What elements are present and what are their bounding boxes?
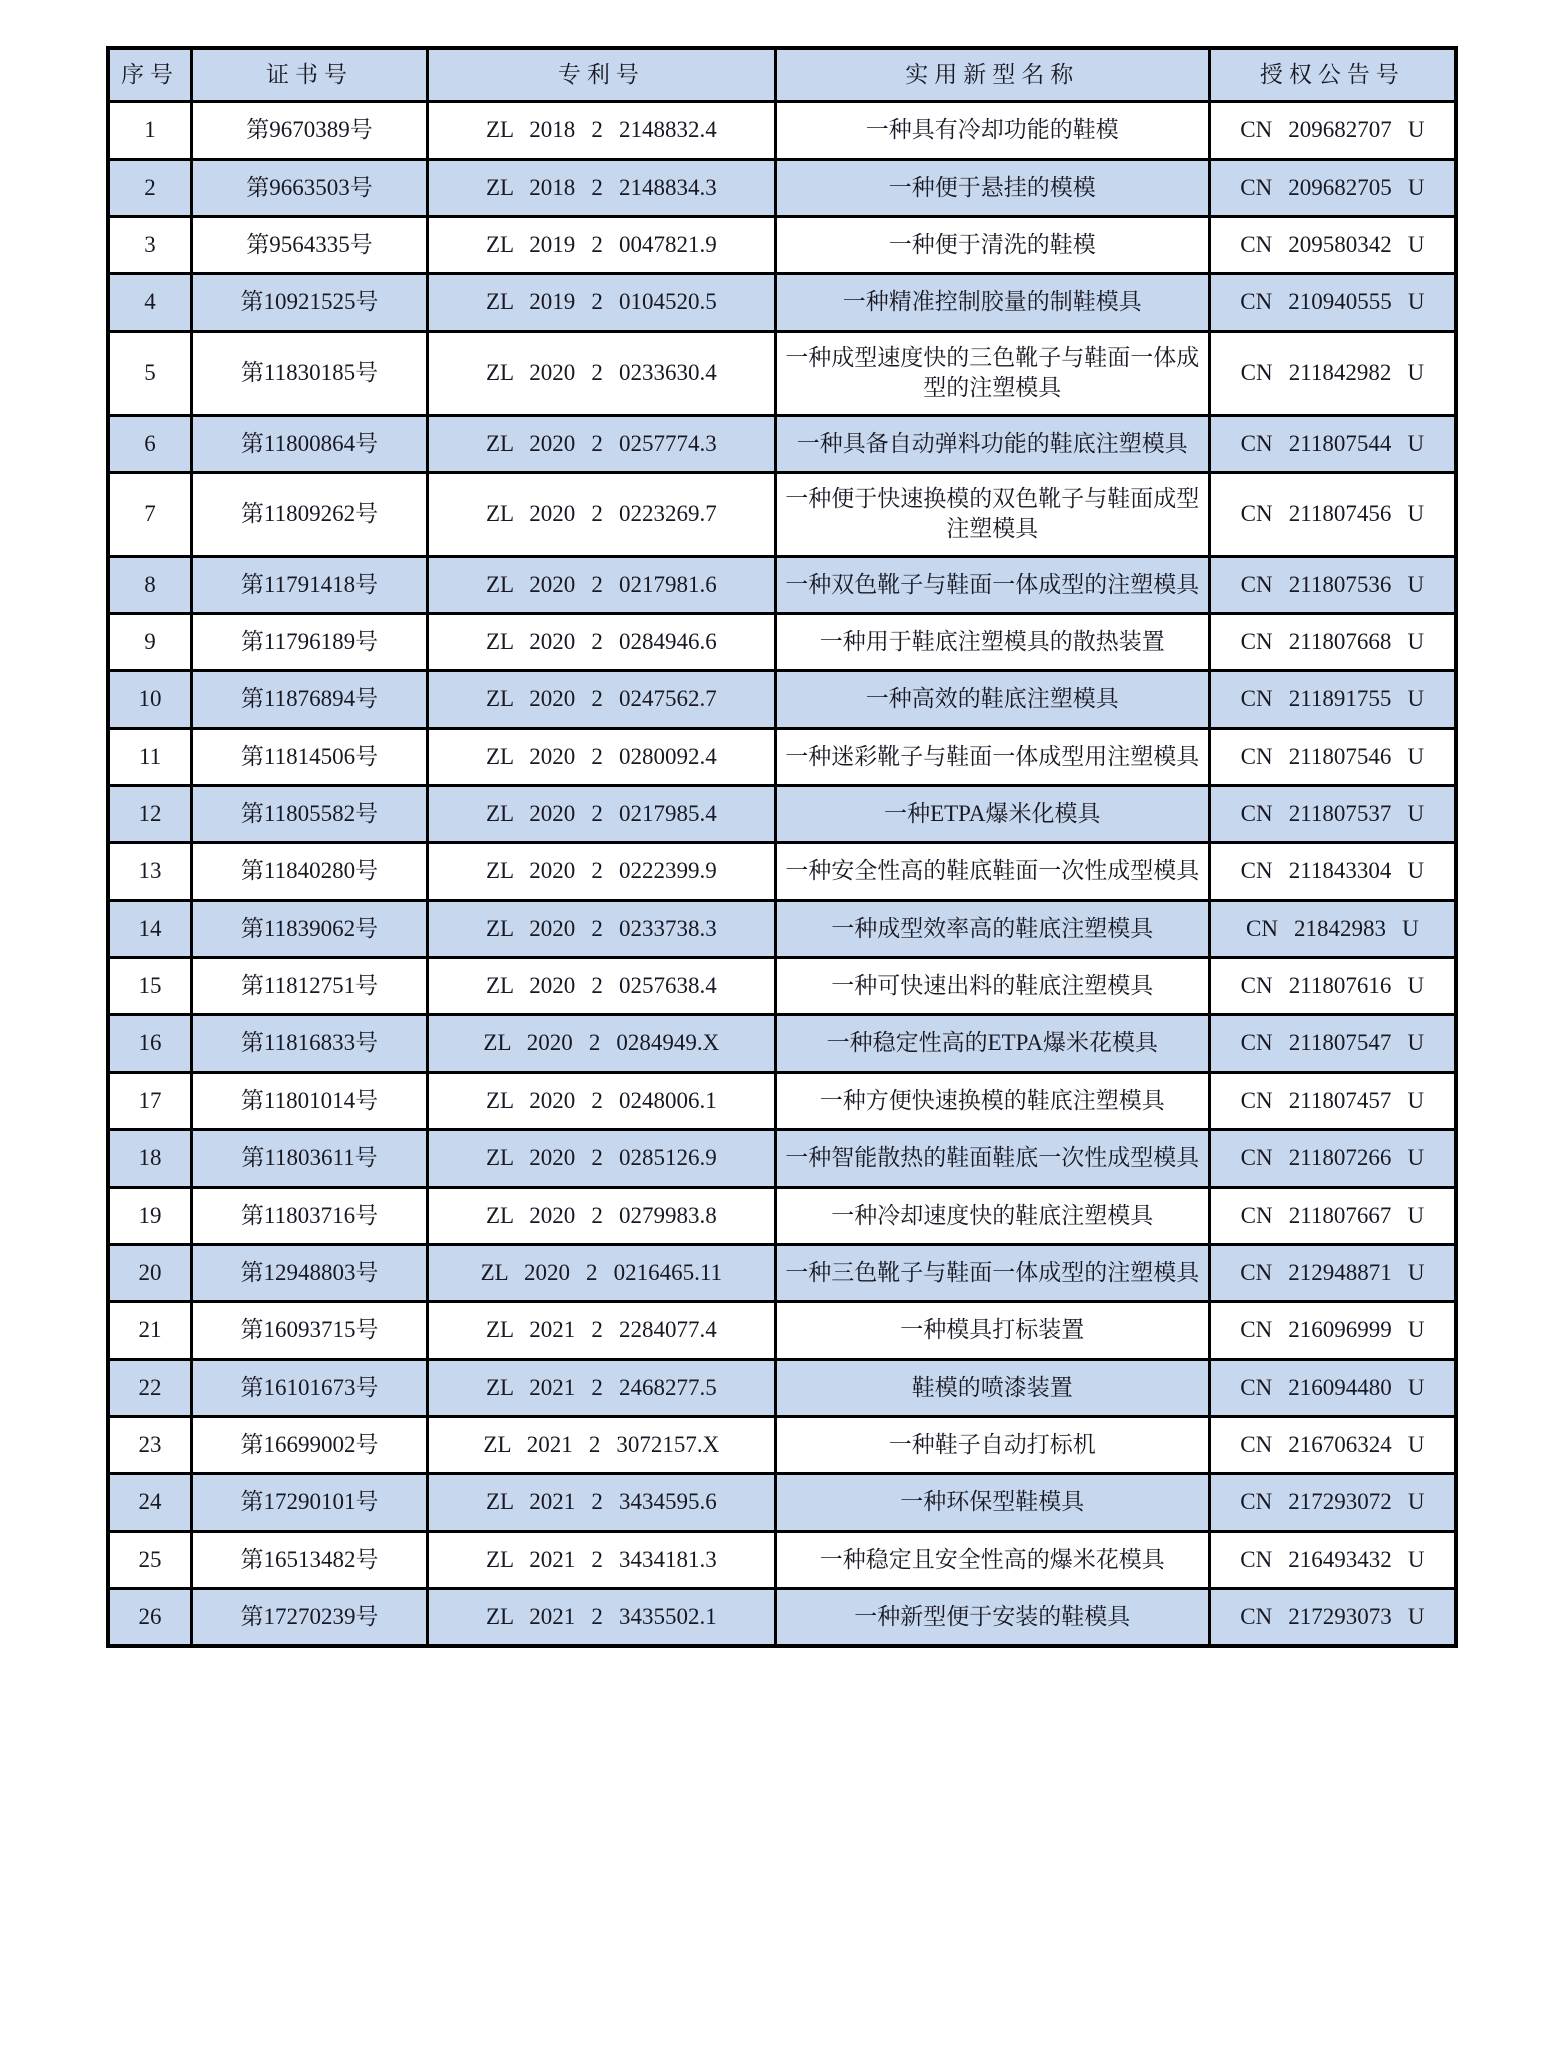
- table-row: [108, 556, 1456, 613]
- cell-publication-no: CN 211891755 U: [1209, 671, 1456, 728]
- col-publication-no: 授权公告号: [1209, 48, 1456, 102]
- cell-seq: 10: [108, 671, 192, 728]
- cell-seq: 24: [108, 1474, 192, 1531]
- cell-certificate-no: 第11800864号: [192, 415, 428, 472]
- cell-utility-name: 一种成型效率高的鞋底注塑模具: [775, 900, 1209, 957]
- cell-certificate-no: 第11816833号: [192, 1015, 428, 1072]
- table-row: [108, 671, 1456, 728]
- cell-utility-name: 一种用于鞋底注塑模具的散热装置: [775, 613, 1209, 670]
- cell-seq: 26: [108, 1589, 192, 1647]
- cell-patent-no: ZL 2021 2 3434595.6: [427, 1474, 775, 1531]
- cell-patent-no: ZL 2020 2 0285126.9: [427, 1130, 775, 1187]
- table-row: [108, 613, 1456, 670]
- table-row: [108, 415, 1456, 472]
- cell-utility-name: 一种具备自动弹料功能的鞋底注塑模具: [775, 415, 1209, 472]
- cell-utility-name: 一种新型便于安装的鞋模具: [775, 1589, 1209, 1647]
- cell-seq: 12: [108, 786, 192, 843]
- header-row: [108, 48, 1456, 102]
- cell-certificate-no: 第12948803号: [192, 1244, 428, 1301]
- cell-patent-no: ZL 2020 2 0257638.4: [427, 958, 775, 1015]
- table-body: [108, 102, 1456, 1647]
- table-row: [108, 331, 1456, 415]
- cell-patent-no: ZL 2020 2 0279983.8: [427, 1187, 775, 1244]
- cell-publication-no: CN 209682705 U: [1209, 159, 1456, 216]
- cell-utility-name: 一种便于快速换模的双色靴子与鞋面成型注塑模具: [775, 472, 1209, 556]
- table-row: [108, 1474, 1456, 1531]
- cell-publication-no: CN 211807456 U: [1209, 472, 1456, 556]
- table-row: [108, 786, 1456, 843]
- cell-publication-no: CN 210940555 U: [1209, 274, 1456, 331]
- cell-utility-name: 一种环保型鞋模具: [775, 1474, 1209, 1531]
- cell-patent-no: ZL 2021 2 3072157.X: [427, 1416, 775, 1473]
- cell-seq: 14: [108, 900, 192, 957]
- cell-publication-no: CN 216096999 U: [1209, 1302, 1456, 1359]
- cell-publication-no: CN 216094480 U: [1209, 1359, 1456, 1416]
- cell-publication-no: CN 217293073 U: [1209, 1589, 1456, 1647]
- cell-publication-no: CN 211807616 U: [1209, 958, 1456, 1015]
- cell-patent-no: ZL 2021 2 3435502.1: [427, 1589, 775, 1647]
- cell-utility-name: 一种模具打标装置: [775, 1302, 1209, 1359]
- cell-seq: 11: [108, 728, 192, 785]
- cell-utility-name: 一种智能散热的鞋面鞋底一次性成型模具: [775, 1130, 1209, 1187]
- cell-patent-no: ZL 2020 2 0223269.7: [427, 472, 775, 556]
- cell-patent-no: ZL 2020 2 0217985.4: [427, 786, 775, 843]
- cell-utility-name: 鞋模的喷漆装置: [775, 1359, 1209, 1416]
- cell-certificate-no: 第11791418号: [192, 556, 428, 613]
- cell-patent-no: ZL 2020 2 0247562.7: [427, 671, 775, 728]
- table-row: [108, 1187, 1456, 1244]
- cell-patent-no: ZL 2020 2 0222399.9: [427, 843, 775, 900]
- cell-publication-no: CN 211807544 U: [1209, 415, 1456, 472]
- cell-publication-no: CN 216706324 U: [1209, 1416, 1456, 1473]
- cell-certificate-no: 第11840280号: [192, 843, 428, 900]
- cell-seq: 5: [108, 331, 192, 415]
- cell-publication-no: CN 211807668 U: [1209, 613, 1456, 670]
- cell-utility-name: 一种方便快速换模的鞋底注塑模具: [775, 1072, 1209, 1129]
- cell-certificate-no: 第9663503号: [192, 159, 428, 216]
- cell-certificate-no: 第11812751号: [192, 958, 428, 1015]
- col-certificate-no: 证书号: [192, 48, 428, 102]
- cell-certificate-no: 第11796189号: [192, 613, 428, 670]
- table-row: [108, 900, 1456, 957]
- col-patent-no: 专利号: [427, 48, 775, 102]
- cell-patent-no: ZL 2018 2 2148832.4: [427, 102, 775, 159]
- table-row: [108, 1359, 1456, 1416]
- table-row: [108, 1416, 1456, 1473]
- cell-certificate-no: 第11803611号: [192, 1130, 428, 1187]
- cell-seq: 8: [108, 556, 192, 613]
- cell-patent-no: ZL 2020 2 0284946.6: [427, 613, 775, 670]
- cell-certificate-no: 第17270239号: [192, 1589, 428, 1647]
- cell-patent-no: ZL 2020 2 0280092.4: [427, 728, 775, 785]
- cell-seq: 6: [108, 415, 192, 472]
- cell-utility-name: 一种稳定且安全性高的爆米花模具: [775, 1531, 1209, 1588]
- cell-utility-name: 一种便于清洗的鞋模: [775, 217, 1209, 274]
- patent-table: [106, 46, 1458, 1648]
- cell-certificate-no: 第16093715号: [192, 1302, 428, 1359]
- cell-publication-no: CN 209682707 U: [1209, 102, 1456, 159]
- cell-certificate-no: 第16699002号: [192, 1416, 428, 1473]
- cell-patent-no: ZL 2020 2 0233738.3: [427, 900, 775, 957]
- cell-seq: 13: [108, 843, 192, 900]
- cell-certificate-no: 第11803716号: [192, 1187, 428, 1244]
- col-utility-model-name: 实用新型名称: [775, 48, 1209, 102]
- table-row: [108, 1015, 1456, 1072]
- cell-seq: 20: [108, 1244, 192, 1301]
- cell-patent-no: ZL 2020 2 0217981.6: [427, 556, 775, 613]
- cell-publication-no: CN 211842982 U: [1209, 331, 1456, 415]
- cell-patent-no: ZL 2020 2 0216465.11: [427, 1244, 775, 1301]
- cell-certificate-no: 第11876894号: [192, 671, 428, 728]
- cell-certificate-no: 第9670389号: [192, 102, 428, 159]
- table-header: [108, 48, 1456, 102]
- cell-publication-no: CN 211807546 U: [1209, 728, 1456, 785]
- cell-seq: 4: [108, 274, 192, 331]
- cell-utility-name: 一种具有冷却功能的鞋模: [775, 102, 1209, 159]
- cell-certificate-no: 第17290101号: [192, 1474, 428, 1531]
- cell-utility-name: 一种三色靴子与鞋面一体成型的注塑模具: [775, 1244, 1209, 1301]
- table-row: [108, 1130, 1456, 1187]
- cell-seq: 1: [108, 102, 192, 159]
- cell-publication-no: CN 209580342 U: [1209, 217, 1456, 274]
- cell-seq: 7: [108, 472, 192, 556]
- cell-certificate-no: 第11839062号: [192, 900, 428, 957]
- table-row: [108, 1531, 1456, 1588]
- cell-certificate-no: 第11830185号: [192, 331, 428, 415]
- cell-seq: 19: [108, 1187, 192, 1244]
- table-row: [108, 1072, 1456, 1129]
- cell-certificate-no: 第9564335号: [192, 217, 428, 274]
- cell-certificate-no: 第11809262号: [192, 472, 428, 556]
- cell-publication-no: CN 216493432 U: [1209, 1531, 1456, 1588]
- cell-patent-no: ZL 2020 2 0284949.X: [427, 1015, 775, 1072]
- cell-utility-name: 一种迷彩靴子与鞋面一体成型用注塑模具: [775, 728, 1209, 785]
- cell-utility-name: 一种鞋子自动打标机: [775, 1416, 1209, 1473]
- cell-publication-no: CN 21842983 U: [1209, 900, 1456, 957]
- cell-certificate-no: 第16101673号: [192, 1359, 428, 1416]
- table-row: [108, 274, 1456, 331]
- cell-patent-no: ZL 2020 2 0257774.3: [427, 415, 775, 472]
- cell-certificate-no: 第10921525号: [192, 274, 428, 331]
- table-row: [108, 843, 1456, 900]
- cell-publication-no: CN 211807537 U: [1209, 786, 1456, 843]
- cell-seq: 22: [108, 1359, 192, 1416]
- cell-publication-no: CN 211807547 U: [1209, 1015, 1456, 1072]
- cell-patent-no: ZL 2021 2 2284077.4: [427, 1302, 775, 1359]
- cell-seq: 23: [108, 1416, 192, 1473]
- cell-certificate-no: 第11814506号: [192, 728, 428, 785]
- col-seq: 序号: [108, 48, 192, 102]
- cell-utility-name: 一种高效的鞋底注塑模具: [775, 671, 1209, 728]
- cell-seq: 9: [108, 613, 192, 670]
- table-row: [108, 1244, 1456, 1301]
- cell-utility-name: 一种稳定性高的ETPA爆米花模具: [775, 1015, 1209, 1072]
- cell-publication-no: CN 211807266 U: [1209, 1130, 1456, 1187]
- table-row: [108, 102, 1456, 159]
- cell-publication-no: CN 211807536 U: [1209, 556, 1456, 613]
- cell-seq: 2: [108, 159, 192, 216]
- cell-utility-name: 一种ETPA爆米化模具: [775, 786, 1209, 843]
- cell-seq: 16: [108, 1015, 192, 1072]
- cell-patent-no: ZL 2020 2 0233630.4: [427, 331, 775, 415]
- cell-patent-no: ZL 2018 2 2148834.3: [427, 159, 775, 216]
- table-row: [108, 958, 1456, 1015]
- cell-utility-name: 一种冷却速度快的鞋底注塑模具: [775, 1187, 1209, 1244]
- cell-utility-name: 一种可快速出料的鞋底注塑模具: [775, 958, 1209, 1015]
- cell-patent-no: ZL 2019 2 0047821.9: [427, 217, 775, 274]
- cell-utility-name: 一种成型速度快的三色靴子与鞋面一体成型的注塑模具: [775, 331, 1209, 415]
- cell-certificate-no: 第11805582号: [192, 786, 428, 843]
- cell-seq: 18: [108, 1130, 192, 1187]
- table-row: [108, 159, 1456, 216]
- cell-seq: 3: [108, 217, 192, 274]
- cell-patent-no: ZL 2020 2 0248006.1: [427, 1072, 775, 1129]
- table-row: [108, 472, 1456, 556]
- cell-publication-no: CN 211807667 U: [1209, 1187, 1456, 1244]
- table-row: [108, 728, 1456, 785]
- cell-publication-no: CN 217293072 U: [1209, 1474, 1456, 1531]
- cell-publication-no: CN 212948871 U: [1209, 1244, 1456, 1301]
- cell-seq: 17: [108, 1072, 192, 1129]
- cell-utility-name: 一种安全性高的鞋底鞋面一次性成型模具: [775, 843, 1209, 900]
- cell-seq: 21: [108, 1302, 192, 1359]
- cell-utility-name: 一种便于悬挂的模模: [775, 159, 1209, 216]
- cell-utility-name: 一种精准控制胶量的制鞋模具: [775, 274, 1209, 331]
- table-row: [108, 1589, 1456, 1647]
- cell-patent-no: ZL 2019 2 0104520.5: [427, 274, 775, 331]
- cell-seq: 25: [108, 1531, 192, 1588]
- cell-publication-no: CN 211807457 U: [1209, 1072, 1456, 1129]
- cell-certificate-no: 第11801014号: [192, 1072, 428, 1129]
- cell-seq: 15: [108, 958, 192, 1015]
- cell-utility-name: 一种双色靴子与鞋面一体成型的注塑模具: [775, 556, 1209, 613]
- cell-certificate-no: 第16513482号: [192, 1531, 428, 1588]
- cell-patent-no: ZL 2021 2 2468277.5: [427, 1359, 775, 1416]
- cell-patent-no: ZL 2021 2 3434181.3: [427, 1531, 775, 1588]
- table-row: [108, 1302, 1456, 1359]
- cell-publication-no: CN 211843304 U: [1209, 843, 1456, 900]
- table-row: [108, 217, 1456, 274]
